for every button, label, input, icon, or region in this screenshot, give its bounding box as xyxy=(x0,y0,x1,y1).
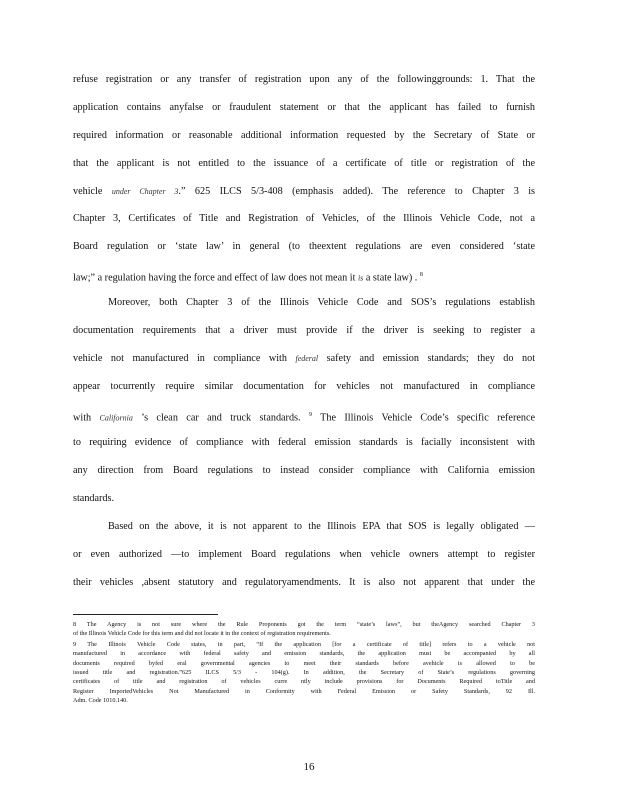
footnote-line: manufactured in accordance with federal safety and emission standards, the application must be accompanied by all xyxy=(73,650,535,657)
footnote-line: Adm. Code 1010.140. xyxy=(73,697,128,704)
footnote-line: 9 The Illinois Vehicle Code states, in part, “If the application [for a certificate of title] refers to a vehicle not xyxy=(73,641,535,648)
body-line xyxy=(73,353,535,365)
body-line xyxy=(73,409,535,424)
footnote-marker: 9 xyxy=(308,412,312,418)
body-line: that the applicant is not entitled to the issuance of a certificate of title or registration of the xyxy=(73,158,535,169)
body-line: their vehicles ,absent statutory and regulatoryamendments. It is also not apparent that under the xyxy=(73,577,535,588)
body-line: refuse registration or any transfer of registration upon any of the followinggrounds: 1. That the xyxy=(73,74,535,85)
text-run: safety and emission standards; they do not xyxy=(326,353,536,364)
text-run: 625 ILCS 5/3-408 (emphasis added). The reference to Chapter 3 is xyxy=(194,186,536,197)
text-run: with xyxy=(73,412,92,424)
body-line: documentation requirements that a driver must provide if the driver is seeking to register a xyxy=(73,325,535,336)
body-line: Moreover, both Chapter 3 of the Illinois Vehicle Code and SOS’s regulations establish xyxy=(108,297,535,308)
footnote-line: 8 The Agency is not sure where the Rule Proponents got the term “state’s laws”, but theAgency searched Chapter 3 xyxy=(73,621,535,628)
italic-text: under Chapter 3 xyxy=(111,187,179,196)
text-run: The Illinois Vehicle Code’s specific reference xyxy=(320,412,536,424)
body-line: appear tocurrently require similar documentation for vehicles not manufactured in compliance xyxy=(73,381,535,392)
body-line xyxy=(73,269,535,284)
body-line xyxy=(73,186,535,198)
text-run: .” xyxy=(178,186,186,197)
body-line: Chapter 3, Certificates of Title and Registration of Vehicles, of the Illinois Vehicle Code, not a xyxy=(73,213,535,224)
footnote-separator xyxy=(73,614,218,615)
body-line: application contains anyfalse or fraudulent statement or that the applicant has failed to furnish xyxy=(73,102,535,113)
body-line: Board regulation or ‘state law’ in general (to theextent regulations are even considered ‘state xyxy=(73,241,535,252)
italic-text: federal xyxy=(295,354,319,363)
text-run: law;” a regulation having the force and effect of law does not mean it xyxy=(73,272,356,284)
body-line: Based on the above, it is not apparent to the Illinois EPA that SOS is legally obligated — xyxy=(108,521,535,532)
footnote-line: certificates of title and registration of vehicles curre ntly include provisions for Documents Required toTitle and xyxy=(73,678,535,685)
italic-text: California xyxy=(99,413,133,423)
body-line: or even authorized —to implement Board regulations when vehicle owners attempt to register xyxy=(73,549,535,560)
body-line: to requiring evidence of compliance with federal emission standards is facially inconsistent with xyxy=(73,437,535,448)
footnote-marker: 8 xyxy=(419,272,423,278)
text-run: vehicle not manufactured in compliance with xyxy=(73,353,287,364)
footnote-line: issued title and registration.”625 ILCS 5/3 - 104(g). In addition, the Secretary of State’s regulations governing xyxy=(73,669,535,676)
footnote-line: documents required byfed eral governmental agencies to meet their standards before avehicle is allowed to be xyxy=(73,660,535,667)
footnote-line: of the Illinois Vehicle Code for this term and did not locate it in the context of registration requirements. xyxy=(73,630,331,637)
body-line: any direction from Board regulations to instead consider compliance with California emission xyxy=(73,465,535,476)
text-run: a state law) . xyxy=(365,272,418,284)
italic-text: is xyxy=(357,273,364,283)
page-number: 16 xyxy=(303,761,315,773)
text-run: ’s clean car and truck standards. xyxy=(141,412,301,424)
text-run: vehicle xyxy=(73,186,103,197)
body-line: required information or reasonable additional information requested by the Secretary of State or xyxy=(73,130,535,141)
footnote-line: Register ImportedVehicles Not Manufactured in Conformity with Federal Emission or Safety Standards, 92 Ill. xyxy=(73,688,535,695)
body-line: standards. xyxy=(73,493,115,504)
